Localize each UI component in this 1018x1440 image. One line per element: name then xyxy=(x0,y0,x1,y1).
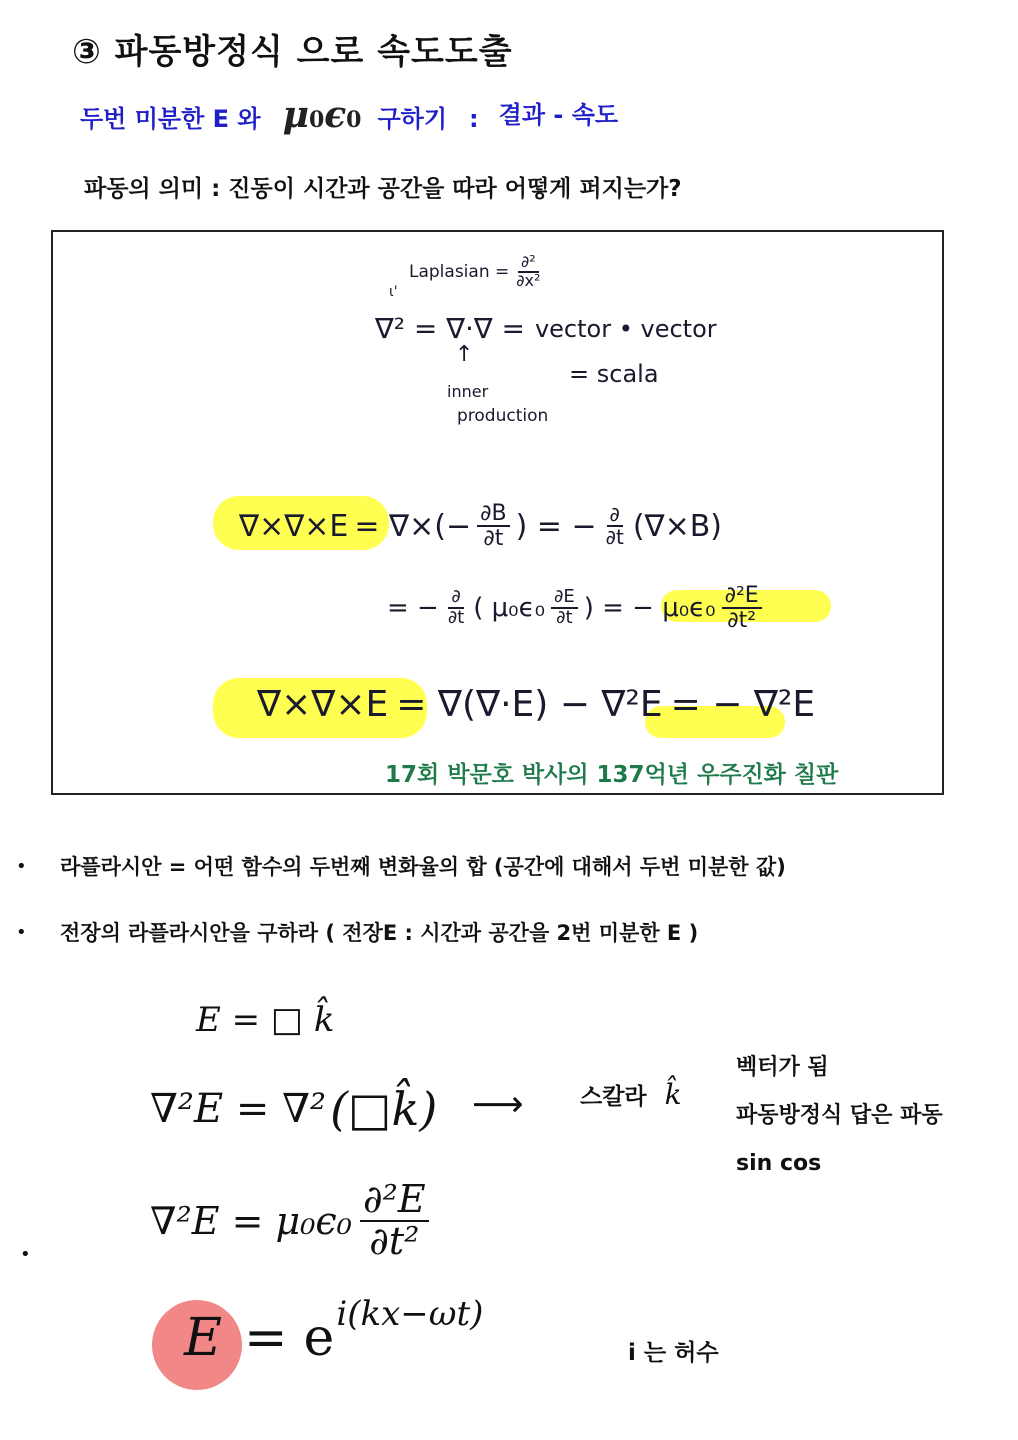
laplacian-fraction xyxy=(513,254,543,290)
laplacian-label xyxy=(409,254,543,290)
production-text: production xyxy=(457,406,549,426)
nabla-dot-nabla: ∇² = ∇·∇ = xyxy=(375,312,525,345)
imaginary-note: i 는 허수 xyxy=(628,1340,719,1366)
eq1-mid: = ∇×(− xyxy=(354,508,472,544)
k-hat-symbol: k̂ xyxy=(664,1078,682,1111)
subtitle-part-c: 결과 - 속도 xyxy=(498,101,619,129)
bullet-dot-3: • xyxy=(20,1244,31,1265)
bullet-text-1: 라플라시안 = 어떤 함수의 두번째 변화율의 합 (공간에 대해서 두번 미분한 값) xyxy=(60,855,786,879)
eq1-den: ∂t xyxy=(483,526,504,552)
laplacian-den: ∂x² xyxy=(516,270,541,290)
subtitle-epsilon-symbol: ϵ xyxy=(324,94,347,136)
eq1-num: ∂B xyxy=(477,502,509,527)
wave-meaning: 파동의 의미 : 진동이 시간과 공간을 따라 어떻게 퍼지는가? xyxy=(84,176,682,202)
list-item xyxy=(14,848,1004,884)
nabla-squared-line xyxy=(375,312,717,345)
eq2-close: ) = − μ₀ϵ₀ xyxy=(583,593,716,624)
eq2-den: ∂t xyxy=(447,607,465,629)
arrow-up-icon: ↑ xyxy=(455,342,474,367)
eq2-start: = − xyxy=(387,593,439,624)
eq-d-base: e xyxy=(303,1308,335,1368)
eq2-den-3: ∂t² xyxy=(727,608,757,634)
eq3-curl-curl-e: ∇×∇×E xyxy=(257,684,389,725)
eq2-den-2: ∂t xyxy=(556,607,573,629)
equation-wave xyxy=(150,1177,429,1263)
subtitle-part-a: 두번 미분한 E 와 xyxy=(80,105,261,133)
board-frame xyxy=(51,230,944,795)
subtitle-part-b: 구하기 xyxy=(377,105,448,133)
eq-c-num: ∂²E xyxy=(360,1180,429,1222)
eq2-mid: ( μ₀ϵ₀ xyxy=(473,593,546,624)
eq1-close: ) = − xyxy=(515,508,597,544)
eq2-fraction-2 xyxy=(551,588,578,628)
bullet-dot: • xyxy=(16,855,27,877)
board-caption: 17회 박문호 박사의 137억년 우주진화 칠판 xyxy=(385,762,839,788)
scala-text: = scala xyxy=(569,360,659,388)
subtitle-sub-zero-2: 0 xyxy=(346,107,362,133)
eq-d-e: E xyxy=(184,1308,222,1368)
subtitle xyxy=(80,94,618,138)
eq1-num-2: ∂ xyxy=(607,504,623,527)
eq1-curl-curl-e: ∇×∇×E xyxy=(239,508,349,544)
bullet-text-2: 전장의 라플라시안을 구하라 ( 전장E : 시간과 공간을 2번 미분한 E ) xyxy=(60,921,699,945)
eq-c-den: ∂t² xyxy=(369,1218,420,1263)
eq2-num-3: ∂²E xyxy=(722,584,762,609)
eq-b-paren: (□k̂) xyxy=(330,1082,438,1136)
subtitle-colon: : xyxy=(469,105,479,133)
subtitle-sub-zero: 0 xyxy=(308,107,325,133)
board-equation-3 xyxy=(257,684,815,725)
equation-laplacian-e xyxy=(150,1082,437,1136)
eq3-mid: = ∇(∇·E) − ∇²E xyxy=(396,684,663,725)
eq1-den-2: ∂t xyxy=(605,525,624,550)
note-wave-solution: 파동방정식 답은 파동 xyxy=(736,1103,943,1128)
side-notes xyxy=(736,1044,943,1188)
eq2-num-2: ∂E xyxy=(551,588,578,609)
page-title: ③ 파동방정식 으로 속도도출 xyxy=(72,32,513,72)
tick-mark: ι' xyxy=(389,284,398,300)
arrow-right-icon: ⟶ xyxy=(472,1084,524,1125)
bullet-list xyxy=(14,848,1004,950)
inner-text: inner xyxy=(447,382,489,401)
eq2-num: ∂ xyxy=(448,588,463,609)
eq-d-equals: = xyxy=(243,1308,288,1368)
laplacian-text: Laplasian = xyxy=(409,261,510,282)
note-becomes-vector: 벡터가 됨 xyxy=(736,1055,829,1080)
eq2-fraction xyxy=(445,588,467,628)
subtitle-mu-symbol: μ xyxy=(282,94,309,136)
scalar-label xyxy=(580,1078,682,1111)
bullet-dot: • xyxy=(16,921,27,943)
eq1-tail: (∇×B) xyxy=(632,508,723,544)
eq2-fraction-3 xyxy=(722,584,762,632)
board-equation-2 xyxy=(387,584,762,632)
board-equation-1 xyxy=(239,502,722,550)
eq1-fraction-2 xyxy=(603,504,627,548)
eq-b-left: ∇²E = ∇² xyxy=(150,1086,327,1132)
eq3-tail: = − ∇²E xyxy=(670,684,816,725)
eq1-fraction xyxy=(477,502,509,550)
list-item xyxy=(14,914,1004,950)
equation-exponential xyxy=(184,1294,484,1368)
vector-dot-vector: vector • vector xyxy=(534,314,717,343)
equation-e-k-hat: E = □ k̂ xyxy=(196,1000,335,1040)
laplacian-num: ∂² xyxy=(518,254,539,273)
scalar-text: 스칼라 xyxy=(580,1084,647,1110)
note-sin-cos: sin cos xyxy=(736,1151,822,1176)
eq-c-fraction xyxy=(360,1177,429,1263)
eq-c-left: ∇²E = μ₀ϵ₀ xyxy=(150,1198,352,1243)
eq-d-exponent: i(kx−ωt) xyxy=(336,1294,484,1334)
